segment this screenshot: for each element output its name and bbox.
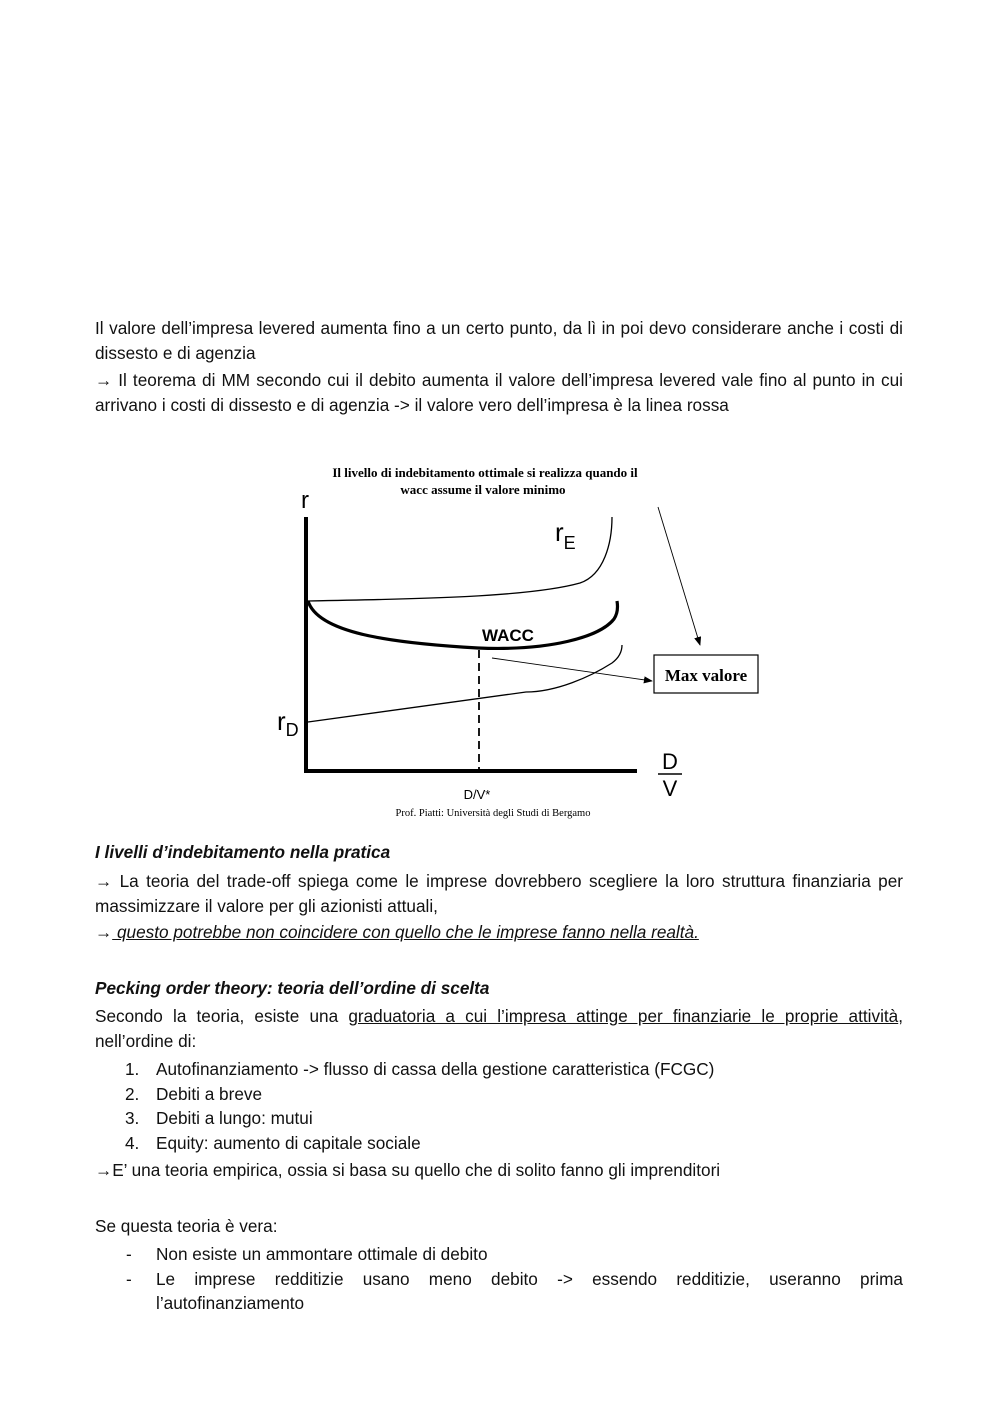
wacc-label: WACC	[482, 626, 534, 645]
caption-line-2: wacc assume il valore minimo	[400, 482, 566, 497]
x-axis-label-numerator: D	[662, 749, 678, 774]
section2-note: →E’ una teoria empirica, ossia si basa su quello che di solito fanno gli imprenditori	[95, 1160, 721, 1180]
caption-line-1: Il livello di indebitamento ottimale si realizza quando il	[332, 465, 638, 480]
re-label: $r_E$	[555, 517, 576, 553]
figure-credit: Prof. Piatti: Università degli Studi di Bergamo	[395, 808, 591, 819]
bullet-list	[95, 1242, 903, 1316]
section2-heading: Pecking order theory: teoria dell’ordine di scelta	[95, 978, 490, 998]
max-value-label: Max valore	[664, 666, 748, 685]
intro-paragraph-2: → Il teorema di MM secondo cui il debito aumenta il valore dell’impresa levered vale fino al punto in cui arrivano i costi di dissesto e di agenzia -> il valore vero dell’impresa è la linea rossa	[95, 370, 903, 415]
y-axis-label: r	[301, 487, 309, 514]
section1-paragraph-1: → La teoria del trade-off spiega come le imprese dovrebbero scegliere la loro struttura finanziaria per massimizzare il valore per gli azionisti attuali,	[95, 871, 903, 916]
list-item: - Le imprese redditizie usano meno debito -> essendo redditizie, useranno prima l’autofinanziamento	[126, 1268, 903, 1313]
intro-paragraph-1: Il valore dell’impresa levered aumenta fino a un certo punto, da lì in poi devo considerare anche i costi di dissesto e di agenzia	[95, 318, 903, 363]
section2-intro: Secondo la teoria, esiste una graduatoria a cui l’impresa attinge per finanziarie le proprie attività, nell’ordine di:	[95, 1006, 903, 1051]
section1-paragraph-2: → questo potrebbe non coincidere con quello che le imprese fanno nella realtà.	[95, 922, 699, 942]
ordered-list	[95, 1057, 903, 1155]
section3-intro: Se questa teoria è vera:	[95, 1216, 278, 1236]
list-item: 4. Equity: aumento di capitale sociale	[125, 1132, 421, 1153]
list-item: 2. Debiti a breve	[125, 1083, 263, 1104]
section1-heading: I livelli d’indebitamento nella pratica	[95, 842, 391, 862]
list-item: 1. Autofinanziamento -> flusso di cassa della gestione caratteristica (FCGC)	[125, 1059, 715, 1079]
wacc-diagram	[260, 455, 780, 825]
re-curve	[308, 517, 612, 601]
caption-arrow	[658, 507, 700, 645]
list-item: - Non esiste un ammontare ottimale di debito	[126, 1244, 488, 1264]
x-axis-label-denominator: V	[662, 776, 678, 801]
list-item: 3. Debiti a lungo: mutui	[125, 1108, 313, 1128]
optimum-label: D/V*	[463, 787, 491, 802]
wacc-curve	[308, 601, 618, 648]
rd-curve	[308, 645, 622, 722]
rd-label: $r_D$	[277, 706, 299, 740]
max-value-arrow	[492, 658, 652, 681]
